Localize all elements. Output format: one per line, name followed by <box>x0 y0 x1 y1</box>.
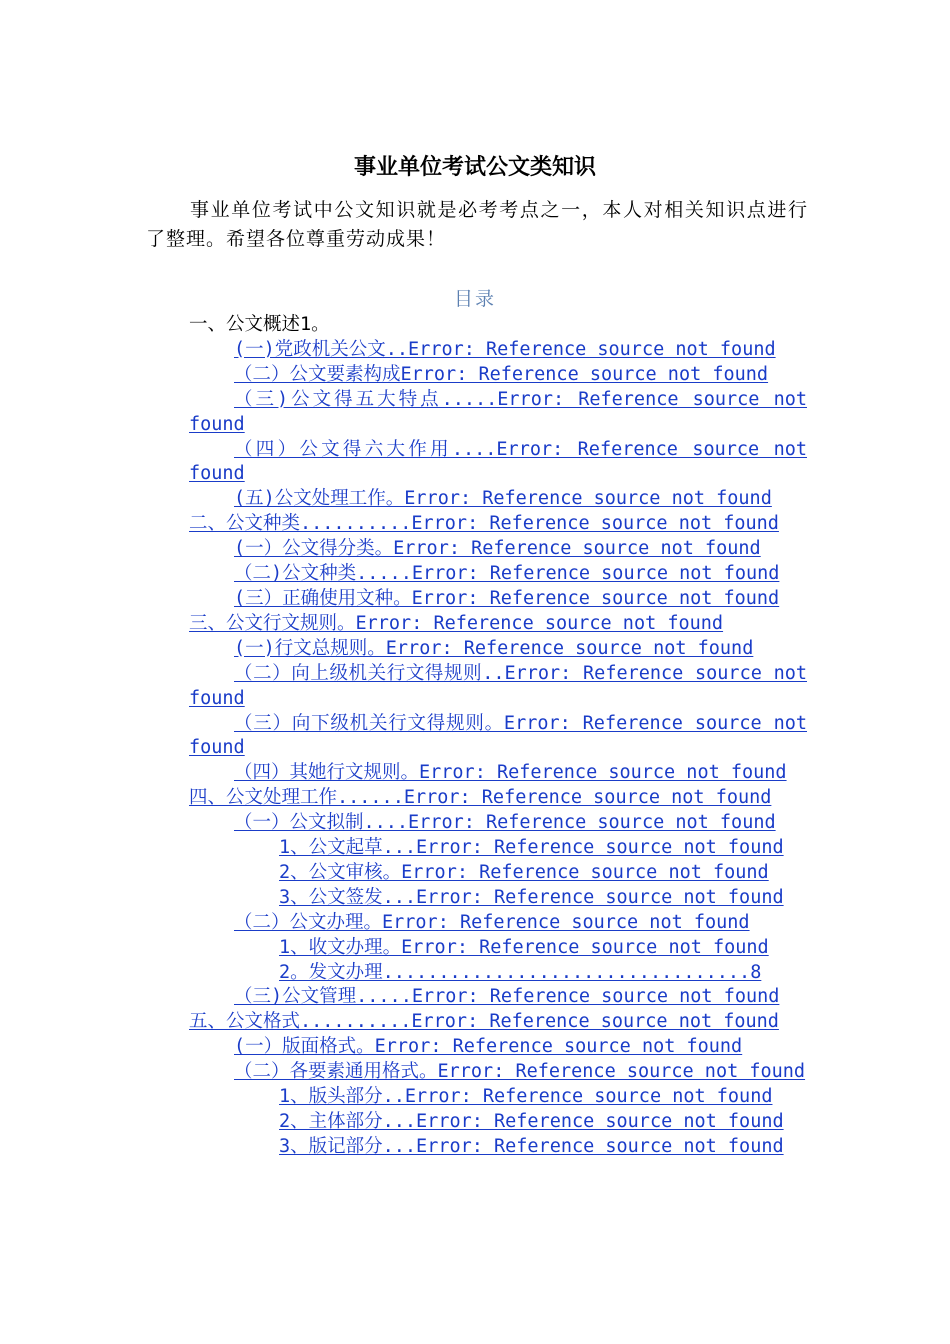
toc-link[interactable]: 1、版头部分..Error: Reference source not found <box>279 1086 773 1108</box>
toc-link[interactable]: 二、公文种类..........Error: Reference source not found <box>189 513 779 535</box>
toc-entry <box>189 961 807 986</box>
toc-link[interactable]: (一）版面格式。Error: Reference source not found <box>234 1036 743 1058</box>
toc-entry <box>189 1035 807 1060</box>
toc-link[interactable]: （二）向上级机关行文得规则..Error: Reference source not found <box>189 662 807 709</box>
toc-entry <box>189 911 807 936</box>
toc-entry <box>189 662 807 712</box>
toc-entry <box>189 587 807 612</box>
toc-entry <box>189 1085 807 1110</box>
toc-link[interactable]: （二）各要素通用格式。Error: Reference source not found <box>234 1061 806 1083</box>
toc-entry <box>189 537 807 562</box>
toc-link[interactable]: （二）公文要素构成Error: Reference source not found <box>234 363 769 385</box>
toc-entry <box>189 1060 807 1085</box>
toc-text: 一、公文概述1。 <box>189 314 330 335</box>
toc-entry <box>189 936 807 961</box>
toc-link[interactable]: (一）公文得分类。Error: Reference source not found <box>234 538 761 560</box>
toc-link[interactable]: （四）其她行文规则。Error: Reference source not found <box>234 762 787 784</box>
toc-link[interactable]: (三）正确使用文种。Error: Reference source not found <box>234 587 780 609</box>
toc-link[interactable]: 2、主体部分...Error: Reference source not found <box>279 1111 784 1132</box>
toc-link[interactable]: （二)公文种类.....Error: Reference source not found <box>234 563 780 585</box>
toc-entry <box>189 1010 807 1035</box>
toc-link[interactable]: 四、公文处理工作......Error: Reference source not found <box>189 787 772 809</box>
toc-link[interactable]: （一）公文拟制....Error: Reference source not found <box>234 812 776 834</box>
intro-paragraph: 事业单位考试中公文知识就是必考考点之一，本人对相关知识点进行了整理。希望各位尊重劳动成果！ <box>146 199 808 250</box>
toc-entry <box>189 438 807 488</box>
toc-entry <box>189 612 807 637</box>
toc-link[interactable]: 1、收文办理。Error: Reference source not found <box>279 936 769 958</box>
toc-entry <box>189 487 807 512</box>
toc-heading: 目录 <box>453 288 496 310</box>
toc-link[interactable]: (一)党政机关公文..Error: Reference source not found <box>234 338 776 360</box>
table-of-contents <box>189 313 807 1160</box>
toc-link[interactable]: （三)公文管理.....Error: Reference source not found <box>234 986 780 1008</box>
toc-link[interactable]: 2。发文办理.................................8 <box>279 961 762 983</box>
toc-link[interactable]: 3、公文签发...Error: Reference source not found <box>279 886 784 908</box>
toc-entry <box>189 761 807 786</box>
toc-entry <box>189 363 807 388</box>
toc-entry <box>189 637 807 662</box>
toc-entry <box>189 313 807 338</box>
toc-link[interactable]: 三、公文行文规则。Error: Reference source not found <box>189 612 724 634</box>
toc-entry <box>189 1110 807 1135</box>
toc-entry <box>189 786 807 811</box>
toc-link[interactable]: (一)行文总规则。Error: Reference source not found <box>234 637 754 659</box>
toc-link[interactable]: （三)公文得五大特点.....Error: Reference source not found <box>189 388 807 435</box>
toc-link[interactable]: 1、公文起草...Error: Reference source not found <box>279 837 784 859</box>
toc-entry <box>189 886 807 911</box>
toc-entry <box>189 338 807 363</box>
toc-entry <box>189 985 807 1010</box>
toc-link[interactable]: （二）公文办理。Error: Reference source not found <box>234 911 750 933</box>
toc-link[interactable]: 五、公文格式..........Error: Reference source not found <box>189 1011 779 1033</box>
toc-link[interactable]: 2、公文审核。Error: Reference source not found <box>279 861 769 883</box>
toc-entry <box>189 836 807 861</box>
toc-link[interactable]: 3、版记部分...Error: Reference source not found <box>279 1135 784 1157</box>
toc-entry <box>189 811 807 836</box>
toc-link[interactable]: (五)公文处理工作。Error: Reference source not found <box>234 488 772 510</box>
toc-link[interactable]: （四）公文得六大作用....Error: Reference source not found <box>189 438 807 485</box>
document-title: 事业单位考试公文类知识 <box>353 155 596 180</box>
toc-entry <box>189 712 807 762</box>
toc-entry <box>189 562 807 587</box>
toc-entry <box>189 1135 807 1160</box>
toc-link[interactable]: （三）向下级机关行文得规则。Error: Reference source not found <box>189 712 807 759</box>
toc-entry <box>189 861 807 886</box>
toc-entry <box>189 512 807 537</box>
toc-entry <box>189 388 807 438</box>
